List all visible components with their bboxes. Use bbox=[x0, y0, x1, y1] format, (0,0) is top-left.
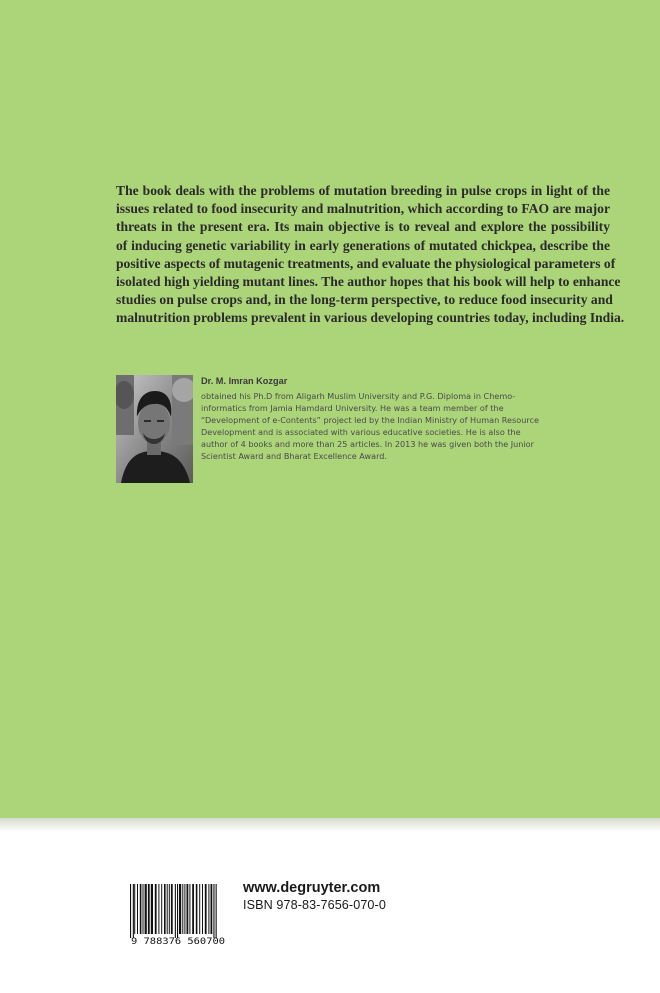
barcode-bar bbox=[171, 884, 173, 934]
description-line: issues related to food insecurity and malnutrition, which according to FAO are major bbox=[116, 201, 610, 217]
description-line: malnutrition problems prevalent in various developing countries today, including India. bbox=[116, 310, 625, 326]
barcode-bar bbox=[187, 884, 189, 934]
barcode-bar bbox=[137, 884, 138, 934]
barcode-bar bbox=[175, 884, 176, 938]
biography-line: obtained his Ph.D from Aligarh Muslim University and P.G. Diploma in Chemo- bbox=[201, 391, 516, 401]
author-portrait-photo bbox=[116, 375, 193, 483]
biography-line: “Development of e-Contents” project led by the Indian Ministry of Human Resource bbox=[201, 415, 539, 426]
barcode-bar bbox=[205, 884, 207, 934]
barcode-bar bbox=[199, 884, 200, 934]
barcode-bar bbox=[202, 884, 203, 934]
barcode-bar bbox=[179, 884, 181, 934]
barcode-bar bbox=[133, 884, 134, 938]
barcode-bar bbox=[164, 884, 166, 934]
description-line: threats in the present era. Its main objective is to reveal and explore the possibility bbox=[116, 219, 610, 235]
publisher-website-link[interactable]: www.degruyter.com bbox=[243, 880, 381, 896]
description-line: isolated high yielding mutant lines. The author hopes that his book will help to enhance bbox=[116, 274, 621, 290]
author-biography bbox=[201, 390, 561, 463]
barcode-bar bbox=[169, 884, 170, 934]
book-description bbox=[116, 182, 625, 328]
description-line: The book deals with the problems of mutation breeding in pulse crops in light of the bbox=[116, 183, 610, 198]
barcode-bar bbox=[189, 884, 190, 934]
barcode-bar bbox=[216, 884, 217, 938]
biography-line: informatics from Jamia Hamdard University. He was a team member of the bbox=[201, 403, 504, 414]
barcode-bar bbox=[213, 884, 214, 938]
barcode-bar bbox=[148, 884, 150, 934]
barcode-bar bbox=[145, 884, 147, 934]
barcode-bar bbox=[134, 884, 135, 934]
barcode-bar bbox=[161, 884, 162, 934]
barcode-bar bbox=[182, 884, 183, 934]
barcode-bar bbox=[140, 884, 142, 934]
isbn-number: ISBN 978-83-7656-070-0 bbox=[243, 898, 386, 912]
barcode-bar bbox=[177, 884, 178, 938]
barcode-bar bbox=[130, 884, 131, 938]
barcode-bar bbox=[158, 884, 159, 934]
description-line: studies on pulse crops and, in the long-term perspective, to reduce food insecurity and bbox=[116, 292, 613, 308]
barcode-bar bbox=[151, 884, 153, 934]
biography-line: Development and is associated with various educative societies. He is also the bbox=[201, 427, 521, 438]
cover-fold-shadow bbox=[0, 818, 660, 832]
description-line: positive aspects of mutagenic treatments, and evaluate the physiological parameters of bbox=[116, 255, 616, 271]
description-line: of inducing genetic variability in early generations of mutated chickpea, describe the bbox=[116, 237, 610, 253]
barcode-bar bbox=[208, 884, 209, 934]
barcode-bar bbox=[211, 884, 213, 934]
barcode-bar bbox=[184, 884, 185, 934]
barcode-digits: 9 788376 560700 bbox=[131, 937, 225, 946]
author-name: Dr. M. Imran Kozgar bbox=[201, 376, 288, 386]
biography-line: author of 4 books and more than 25 articles. In 2013 he was given both the Junior bbox=[201, 439, 534, 450]
biography-line: Scientist Award and Bharat Excellence Award. bbox=[201, 451, 387, 462]
ean13-barcode-icon bbox=[128, 883, 226, 946]
barcode-bar bbox=[143, 884, 144, 934]
barcode-bar bbox=[192, 884, 194, 934]
barcode-bar bbox=[167, 884, 168, 934]
barcode-bar bbox=[155, 884, 157, 934]
portrait-icon bbox=[116, 375, 193, 483]
barcode-bar bbox=[196, 884, 198, 934]
